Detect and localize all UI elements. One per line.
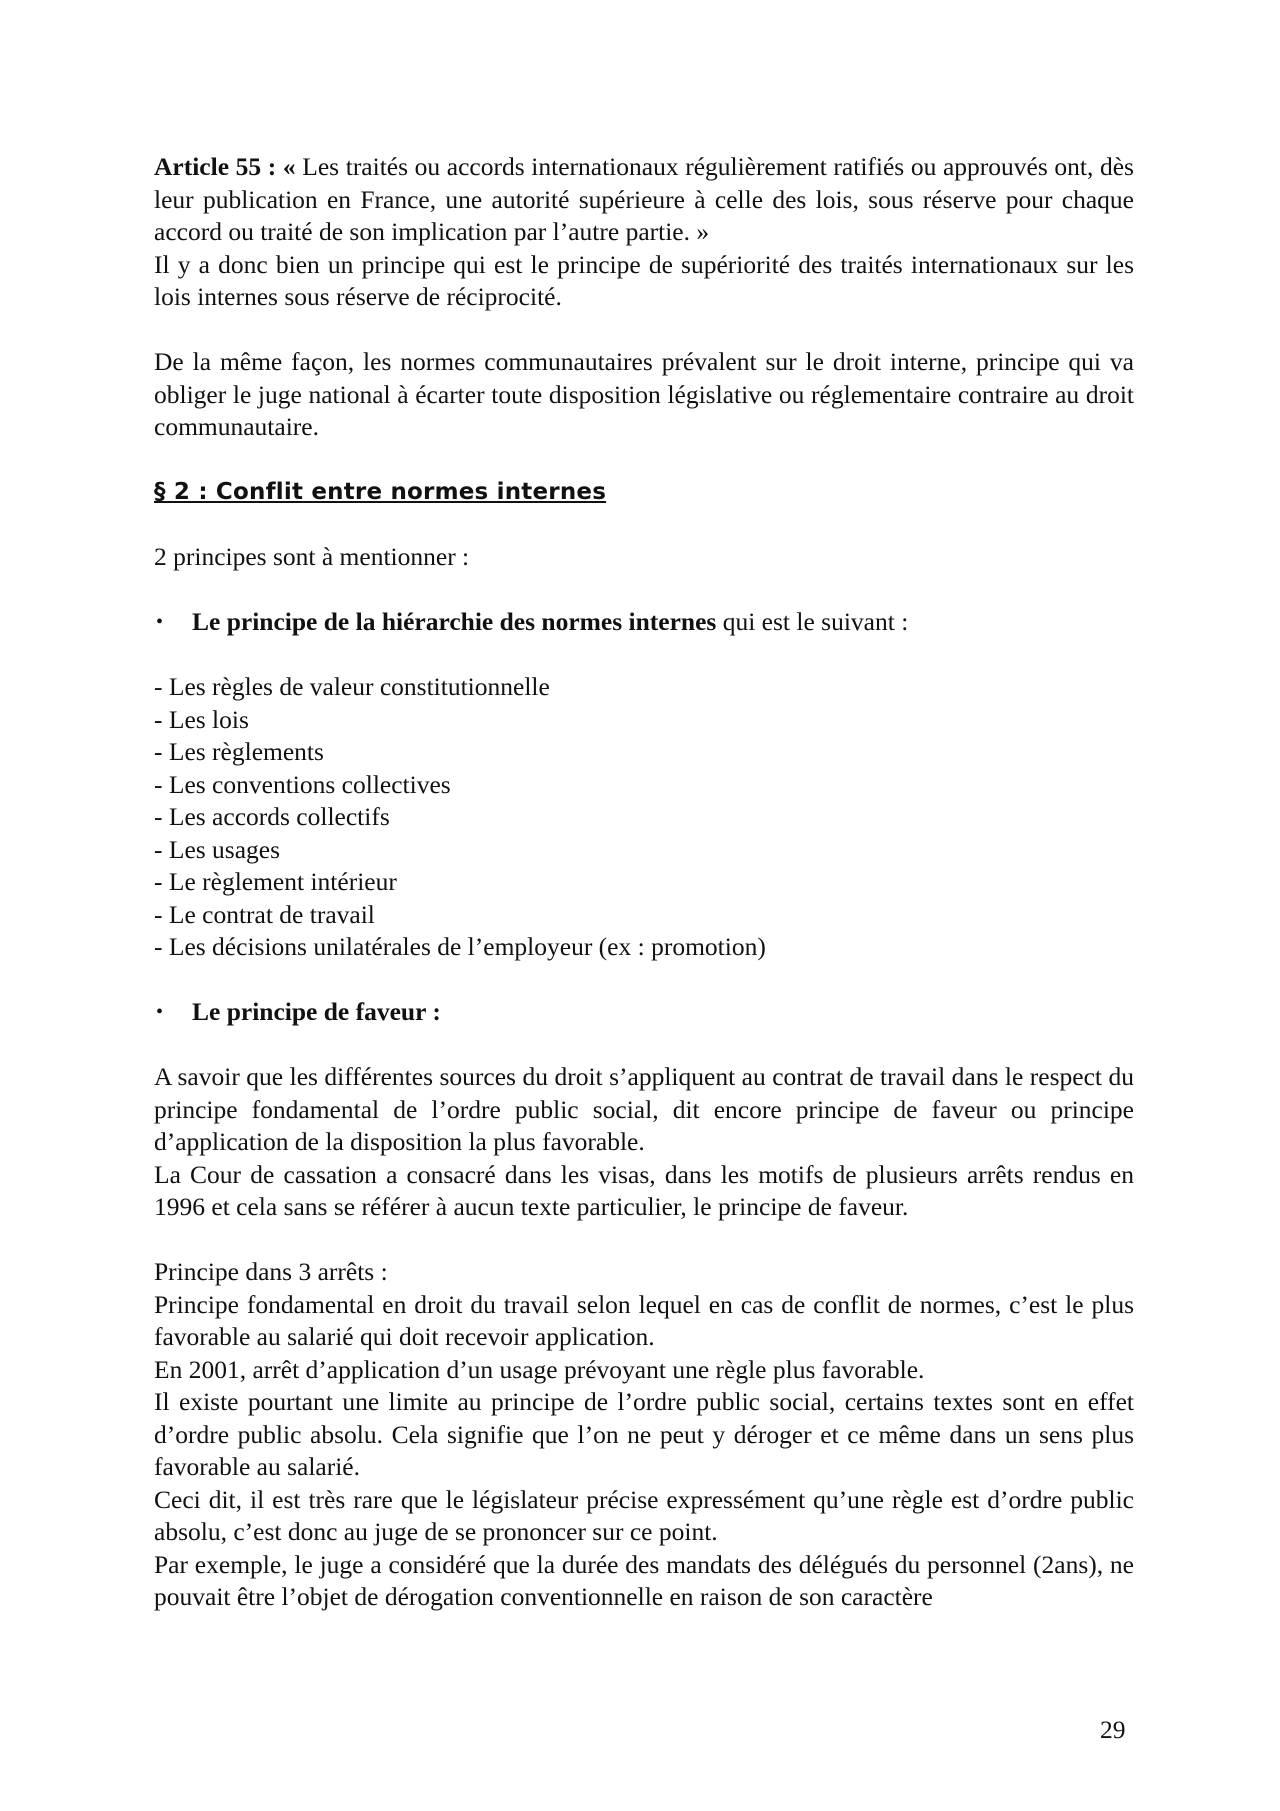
spacer <box>154 314 1134 347</box>
bullet-icon: • <box>156 611 164 633</box>
hierarchy-item: - Les règlements <box>154 737 324 766</box>
paragraph-exemple: Par exemple, le juge a considéré que la durée des mandats des délégués du personnel (2ans), ne pouvait être l’objet de dérogation conventionnelle en raison de son caractère <box>154 1549 1134 1611</box>
hierarchy-item: - Le règlement intérieur <box>154 867 397 896</box>
spacer <box>154 1029 1134 1062</box>
spacer <box>154 964 1134 997</box>
spacer <box>154 509 1134 542</box>
paragraph-trois-arrets: Principe dans 3 arrêts : <box>154 1257 388 1286</box>
paragraph-cour-cassation: La Cour de cassation a consacré dans les visas, dans les motifs de plusieurs arrêts rendus en 1996 et cela sans se référer à aucun texte particulier, le principe de faveur. <box>154 1159 1134 1221</box>
page-number: 29 <box>1100 1715 1126 1744</box>
paragraph-arret-2001: En 2001, arrêt d’application d’un usage prévoyant une règle plus favorable. <box>154 1354 925 1384</box>
paragraph-limite: Il existe pourtant une limite au principe de l’ordre public social, certains textes sont en effet d’ordre public absolu. Cela signifie que l’on ne peut y déroger et ce même dans un sens plus favorable au salarié. <box>154 1387 1134 1481</box>
section-2-heading: § 2 : Conflit entre normes internes <box>154 479 607 505</box>
spacer <box>154 639 1134 672</box>
spacer <box>154 574 1134 607</box>
bullet-hierarchie-normes <box>154 606 1134 639</box>
page-body <box>154 151 1134 1614</box>
hierarchy-item: - Les usages <box>154 834 281 864</box>
hierarchy-list <box>154 671 1134 964</box>
paragraph-principe-superiorite: Il y a donc bien un principe qui est le principe de supériorité des traités internationaux sur les lois internes sous réserve de réciprocité. <box>154 249 1134 311</box>
bullet-hierarchie-bold: Le principe de la hiérarchie des normes internes <box>192 607 717 636</box>
paragraph-normes-communautaires: De la même façon, les normes communautaires prévalent sur le droit interne, principe qui va obliger le juge national à écarter toute disposition législative ou réglementaire contraire au droit communautaire. <box>154 347 1134 441</box>
paragraph-a-savoir: A savoir que les différentes sources du droit s’appliquent au contrat de travail dans le respect du principe fondamental de l’ordre public social, dit encore principe de faveur ou principe d’application de la disposition la plus favorable. <box>154 1062 1134 1156</box>
bullet-principe-faveur <box>154 996 1134 1029</box>
hierarchy-item: - Les accords collectifs <box>154 802 390 831</box>
bullet-icon: • <box>156 1001 164 1023</box>
bullet-hierarchie-rest: qui est le suivant : <box>716 607 909 636</box>
article-55-paragraph <box>154 151 1134 249</box>
paragraph-principe-fondamental: Principe fondamental en droit du travail selon lequel en cas de conflit de normes, c’est le plus favorable au salarié qui doit recevoir application. <box>154 1289 1134 1351</box>
hierarchy-item: - Les conventions collectives <box>154 769 451 799</box>
paragraph-deux-principes: 2 principes sont à mentionner : <box>154 542 470 571</box>
hierarchy-item: - Les décisions unilatérales de l’employeur (ex : promotion) <box>154 932 766 961</box>
hierarchy-item: - Les règles de valeur constitutionnelle <box>154 672 550 701</box>
article-55-label: Article 55 : « <box>154 152 296 181</box>
hierarchy-item: - Le contrat de travail <box>154 899 375 929</box>
spacer <box>154 444 1134 477</box>
article-55-text: Les traités ou accords internationaux régulièrement ratifiés ou approuvés ont, dès leur publication en France, une autorité supérieure à celle des lois, sous réserve pour chaque accord ou traité de son implication par l’autre partie. » <box>154 152 1134 246</box>
hierarchy-item: - Les lois <box>154 704 249 734</box>
spacer <box>154 1224 1134 1257</box>
paragraph-ceci-dit: Ceci dit, il est très rare que le législateur précise expressément qu’une règle est d’ordre public absolu, c’est donc au juge de se prononcer sur ce point. <box>154 1484 1134 1546</box>
bullet-faveur-bold: Le principe de faveur : <box>192 997 441 1026</box>
